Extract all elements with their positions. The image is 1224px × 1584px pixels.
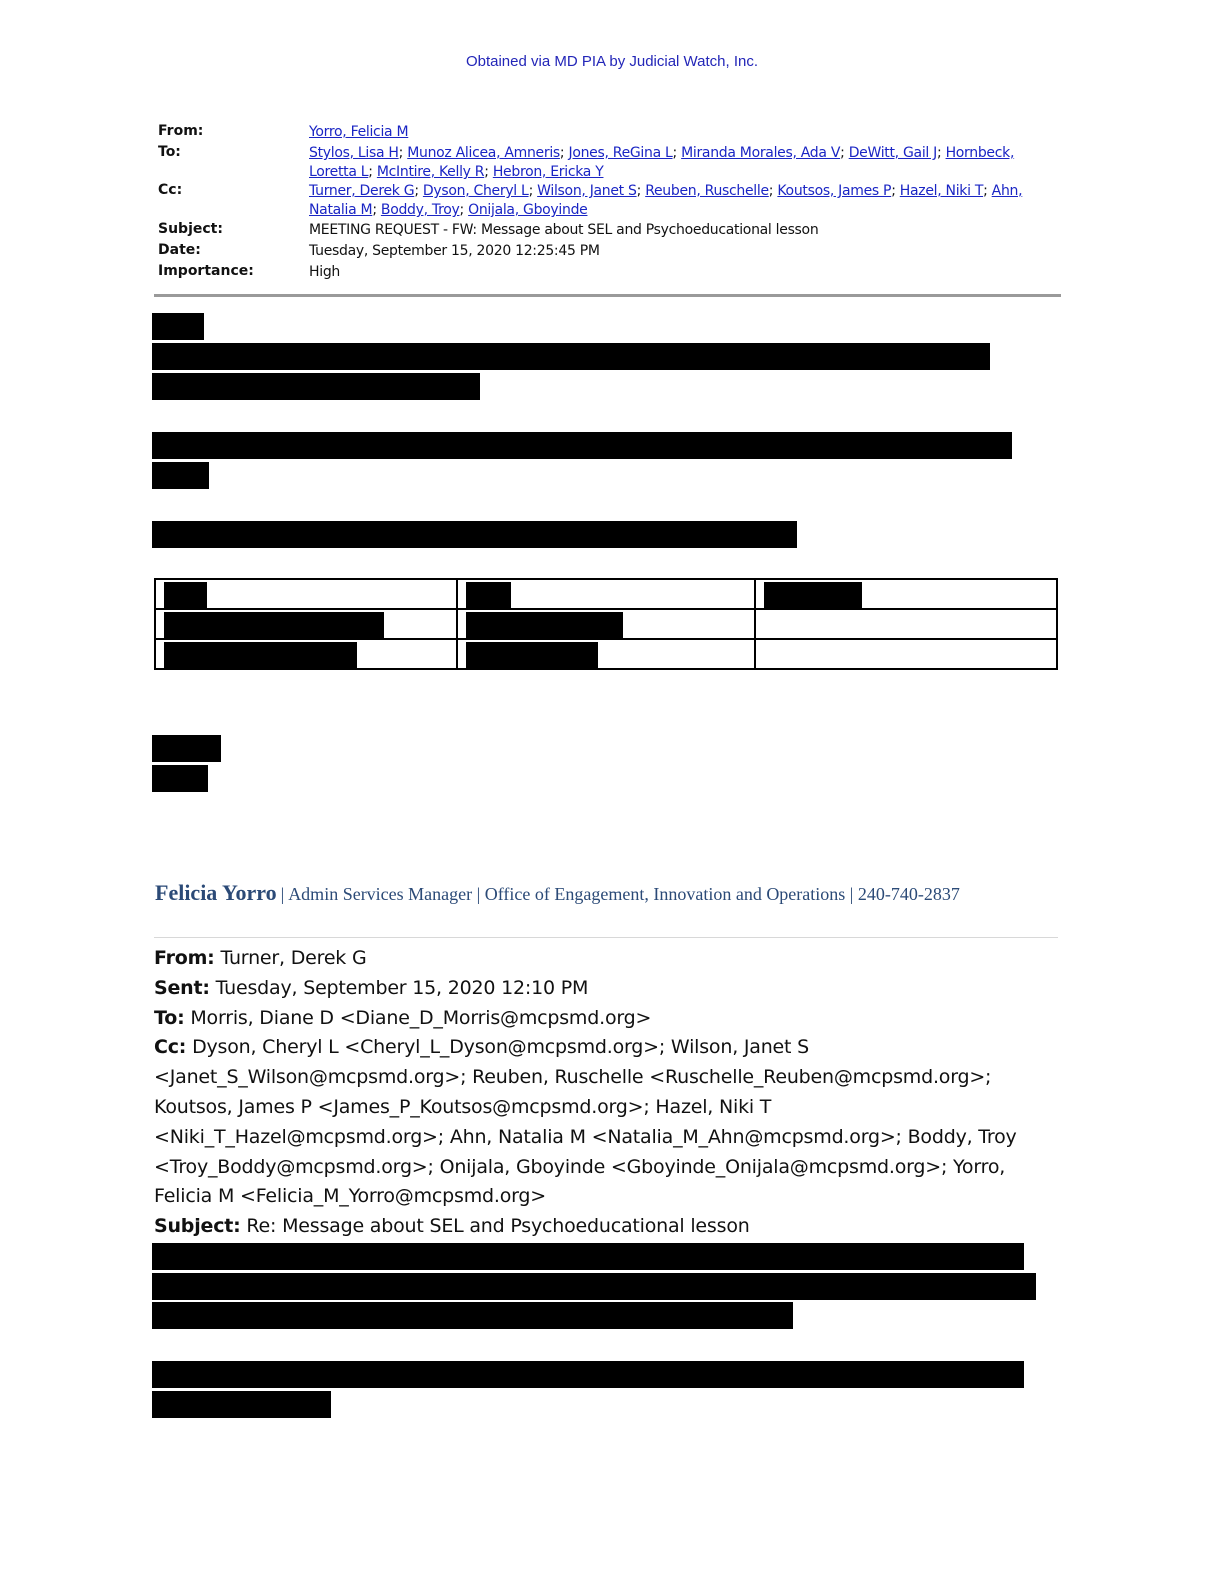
to-recipient[interactable]: Stylos, Lisa H <box>309 145 399 161</box>
redaction-block <box>152 1273 1036 1300</box>
to-list: Stylos, Lisa H; Munoz Alicea, Amneris; Jones, ReGina L; Miranda Morales, Ada V; DeWitt, Gail J; Hornbeck, Loretta L; McIntire, Kelly R; Hebron, Ericka Y <box>309 145 1015 180</box>
redaction-block <box>164 612 384 638</box>
cc-recipient[interactable]: Dyson, Cheryl L <box>422 183 529 199</box>
fwd-subject-line <box>154 1212 1049 1242</box>
fwd-from-value: Turner, Derek G <box>220 947 367 969</box>
cc-recipient[interactable]: Onijala, Gboyinde <box>468 202 588 218</box>
cc-recipient[interactable]: Hazel, Niki T <box>899 183 984 199</box>
from-label: From: <box>158 123 204 139</box>
redaction-block <box>152 432 1012 459</box>
to-recipient[interactable]: Hornbeck, Loretta L <box>309 145 1015 180</box>
table-cell <box>755 639 1057 669</box>
date-label: Date: <box>158 242 201 258</box>
fwd-from-label: From: <box>154 947 215 969</box>
redaction-block <box>466 642 598 668</box>
forward-divider <box>154 937 1058 938</box>
fwd-to-label: To: <box>154 1006 185 1029</box>
cc-recipient[interactable]: Koutsos, James P <box>777 183 892 199</box>
redaction-block <box>764 582 862 608</box>
header-divider <box>154 294 1061 297</box>
cc-recipient[interactable]: Turner, Derek G <box>309 183 415 199</box>
to-recipient[interactable]: Jones, ReGina L <box>568 145 673 161</box>
fwd-cc-line <box>154 1033 1049 1212</box>
email-signature <box>155 880 960 906</box>
signature-name: Felicia Yorro <box>155 880 277 905</box>
cc-recipient[interactable]: Boddy, Troy <box>380 202 460 218</box>
table-cell <box>457 579 755 609</box>
table-cell <box>155 609 457 639</box>
fwd-to-value: Morris, Diane D <Diane_D_Morris@mcpsmd.org> <box>190 1006 652 1029</box>
cc-recipient[interactable]: Wilson, Janet S <box>537 183 637 199</box>
table-row <box>155 639 1057 669</box>
cc-list: Turner, Derek G; Dyson, Cheryl L; Wilson, Janet S; Reuben, Ruschelle; Koutsos, James P; Hazel, Niki T; Ahn, Natalia M; Boddy, Troy; Onijala, Gboyinde <box>309 183 1023 218</box>
pia-watermark: Obtained via MD PIA by Judicial Watch, Inc. <box>465 53 759 70</box>
fwd-cc-label: Cc: <box>154 1036 187 1059</box>
fwd-sent-label: Sent: <box>154 976 210 999</box>
to-recipient[interactable]: DeWitt, Gail J <box>848 145 937 161</box>
fwd-cc-value: Dyson, Cheryl L <Cheryl_L_Dyson@mcpsmd.org>; Wilson, Janet S <Janet_S_Wilson@mcpsmd.org>; Reuben, Ruschelle <Ruschelle_Reuben@mcpsmd.org>; Koutsos, James P <James_P_Koutsos@mcpsmd.org>; Hazel, Niki T <Niki_T_Hazel@mcpsmd.org>; Ahn, Natalia M <Natalia_M_Ahn@mcpsmd.org>; Boddy, Troy <Troy_Boddy@mcpsmd.org>; Onijala, Gboyinde <Gboyinde_Onijala@mcpsmd.org>; Yorro, Felicia M <Felicia_M_Yorro@mcpsmd.org> <box>154 1036 1017 1208</box>
fwd-subject-label: Subject: <box>154 1215 241 1238</box>
fwd-sent-line <box>154 974 1049 1004</box>
redaction-block <box>152 1361 1024 1388</box>
redaction-block <box>152 1243 1024 1270</box>
cc-recipient[interactable]: Reuben, Ruschelle <box>645 183 769 199</box>
subject-value: MEETING REQUEST - FW: Message about SEL and Psychoeducational lesson <box>309 222 819 238</box>
fwd-to-line <box>154 1004 1049 1034</box>
table-cell <box>155 579 457 609</box>
table-row <box>155 579 1057 609</box>
redaction-block <box>164 642 357 668</box>
redaction-block <box>152 521 797 548</box>
table-cell <box>755 579 1057 609</box>
redaction-block <box>152 1391 331 1418</box>
to-recipient[interactable]: Munoz Alicea, Amneris <box>407 145 560 161</box>
redacted-table <box>154 578 1058 670</box>
redaction-block <box>466 612 623 638</box>
table-cell <box>155 639 457 669</box>
date-value: Tuesday, September 15, 2020 12:25:45 PM <box>309 243 600 259</box>
cc-recipient[interactable]: Ahn, Natalia M <box>309 183 1023 218</box>
redaction-block <box>152 313 204 340</box>
redaction-block <box>152 373 480 400</box>
table-cell <box>457 609 755 639</box>
fwd-sent-value: Tuesday, September 15, 2020 12:10 PM <box>215 976 589 999</box>
table-cell <box>755 609 1057 639</box>
redaction-block <box>152 1302 793 1329</box>
table-row <box>155 609 1057 639</box>
to-recipient[interactable]: Hebron, Ericka Y <box>492 164 604 180</box>
fwd-subject-value: Re: Message about SEL and Psychoeducational lesson <box>246 1215 750 1238</box>
signature-title: Admin Services Manager | Office of Engagement, Innovation and Operations | 240-740-2837 <box>288 884 960 904</box>
to-recipient[interactable]: Miranda Morales, Ada V <box>681 145 841 161</box>
table-cell <box>457 639 755 669</box>
to-recipient[interactable]: McIntire, Kelly R <box>376 164 485 180</box>
redaction-block <box>466 582 511 608</box>
redaction-block <box>152 462 209 489</box>
signature-separator: | <box>280 884 285 904</box>
redaction-block <box>152 765 208 792</box>
importance-label: Importance: <box>158 263 254 279</box>
redaction-block <box>152 735 221 762</box>
importance-value: High <box>309 264 340 280</box>
forwarded-header <box>154 944 1049 1242</box>
redaction-block <box>164 582 207 608</box>
from-value <box>309 123 1039 142</box>
cc-label: Cc: <box>158 182 183 198</box>
to-label: To: <box>158 144 181 160</box>
fwd-from-line <box>154 944 1049 974</box>
redaction-block <box>152 343 990 370</box>
subject-label: Subject: <box>158 221 223 237</box>
from-link[interactable]: Yorro, Felicia M <box>309 124 409 140</box>
